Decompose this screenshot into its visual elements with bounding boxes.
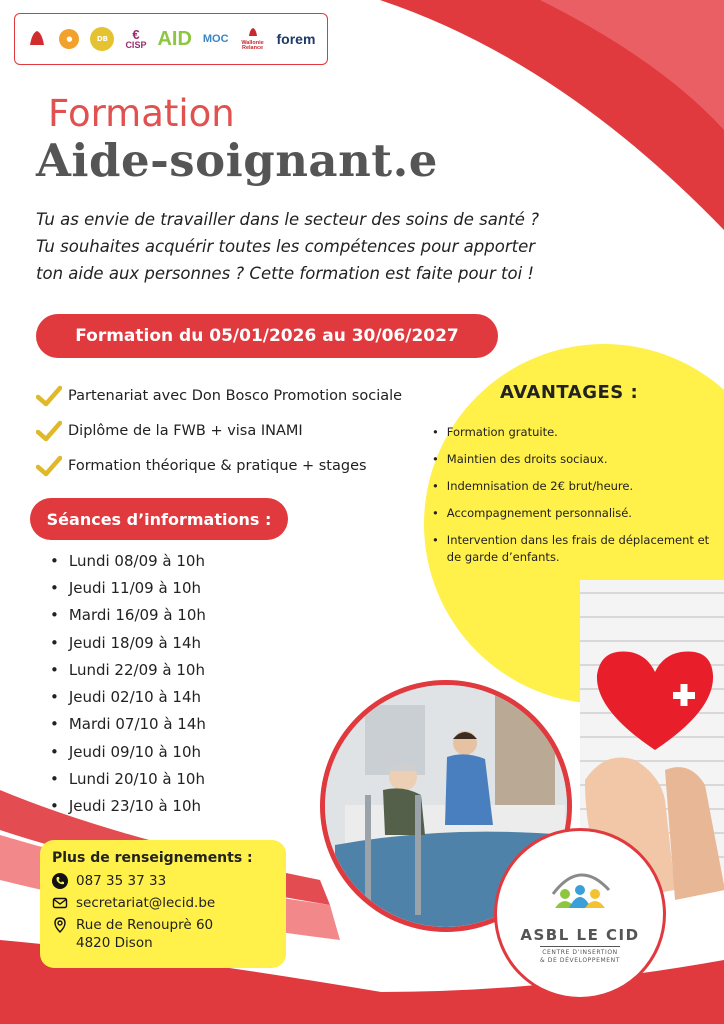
check-label: Formation théorique & pratique + stages <box>68 457 367 474</box>
list-item: • Formation gratuite. <box>432 424 716 441</box>
moc-logo-icon: MOC <box>202 32 229 45</box>
list-item: • Accompagnement personnalisé. <box>432 505 716 522</box>
phone-icon <box>52 873 68 889</box>
list-item: • Jeudi 18/09 à 14h <box>50 629 206 656</box>
contact-address-row <box>52 916 274 952</box>
contact-box <box>40 840 286 968</box>
don-bosco-icon: DB <box>90 27 114 51</box>
list-item: • Jeudi 02/10 à 14h <box>50 683 206 710</box>
contact-phone-row <box>52 872 274 890</box>
cid-logo <box>494 828 666 1000</box>
cid-subtitle-line: CENTRE D’INSERTION <box>542 948 618 956</box>
feature-checklist <box>36 378 402 483</box>
list-item: • Mardi 16/09 à 10h <box>50 602 206 629</box>
list-item <box>36 448 402 483</box>
avantages-list <box>432 424 716 576</box>
envelope-icon <box>52 895 68 911</box>
forem-logo-icon: forem <box>276 31 316 47</box>
title-formation: Formation <box>48 92 235 135</box>
page-title: Aide-soignant.e <box>36 134 438 187</box>
list-item: • Lundi 20/10 à 10h <box>50 765 206 792</box>
email-link[interactable]: secretariat@lecid.be <box>76 895 216 911</box>
list-item: • Lundi 22/09 à 10h <box>50 656 206 683</box>
list-item: • Jeudi 23/10 à 10h <box>50 793 206 820</box>
contact-title: Plus de renseignements : <box>52 850 253 866</box>
cid-subtitle-line: & DE DÉVELOPPEMENT <box>539 956 620 964</box>
contact-email-row <box>52 894 274 912</box>
cid-subtitle <box>540 946 620 965</box>
seances-list <box>50 547 206 820</box>
cid-people-icon <box>543 864 617 922</box>
intro-line: Tu as envie de travailler dans le secteur des soins de santé ? <box>36 210 539 229</box>
check-label: Diplôme de la FWB + visa INAMI <box>68 422 303 439</box>
list-item <box>36 413 402 448</box>
intro-text <box>36 206 616 287</box>
list-item: • Indemnisation de 2€ brut/heure. <box>432 478 716 495</box>
date-banner: Formation du 05/01/2026 au 30/06/2027 <box>36 314 498 358</box>
list-item: • Jeudi 11/09 à 10h <box>50 574 206 601</box>
address-line: Rue de Renouprè 60 <box>76 917 214 933</box>
checkmark-icon <box>36 420 62 442</box>
list-item: • Lundi 08/09 à 10h <box>50 547 206 574</box>
list-item: • Intervention dans les frais de déplacement et de garde d’enfants. <box>432 532 716 566</box>
wallonie-rooster-icon <box>26 27 48 51</box>
intro-line: ton aide aux personnes ? Cette formation est faite pour toi ! <box>36 264 535 283</box>
phone-number[interactable]: 087 35 37 33 <box>76 873 167 889</box>
partner-logo-bar <box>14 13 328 65</box>
list-item: • Maintien des droits sociaux. <box>432 451 716 468</box>
checkmark-icon <box>36 455 62 477</box>
address-line: 4820 Dison <box>76 935 153 951</box>
wallonie-relance-icon: Wallonie Relance <box>240 26 266 52</box>
list-item <box>36 378 402 413</box>
seances-banner: Séances d’informations : <box>30 498 288 540</box>
intro-line: Tu souhaites acquérir toutes les compétences pour apporter <box>36 237 536 256</box>
checkmark-icon <box>36 385 62 407</box>
check-label: Partenariat avec Don Bosco Promotion sociale <box>68 387 403 404</box>
address <box>76 916 213 952</box>
circle-logo-icon: ● <box>59 29 79 49</box>
cisp-icon: € CISP <box>125 27 147 50</box>
location-pin-icon <box>52 917 68 933</box>
cid-name: ASBL LE CID <box>520 925 640 944</box>
list-item: • Jeudi 09/10 à 10h <box>50 738 206 765</box>
list-item: • Mardi 07/10 à 14h <box>50 711 206 738</box>
aid-logo-icon: AID <box>157 28 192 50</box>
avantages-title: AVANTAGES : <box>500 382 639 403</box>
